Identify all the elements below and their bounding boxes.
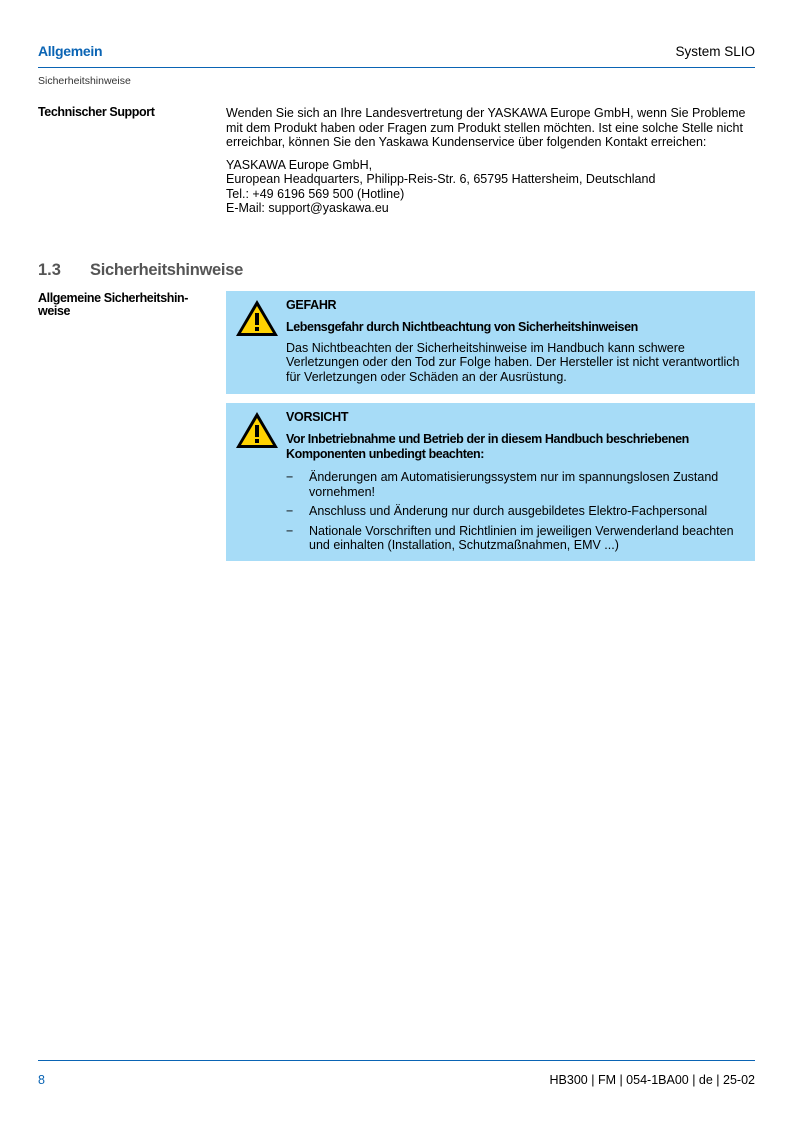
danger-title: GEFAHR	[286, 298, 337, 312]
danger-subtitle: Lebensgefahr durch Nichtbeachtung von Sicherheitshinweisen	[286, 320, 638, 334]
list-item: − Änderungen am Automatisierungssystem nur im spannungslosen Zustand vornehmen!	[286, 470, 719, 499]
product-title: System SLIO	[675, 44, 755, 59]
chapter-title: Allgemein	[38, 43, 103, 59]
section-title: Sicherheitshinweise	[90, 261, 243, 279]
page-number: 8	[38, 1073, 45, 1087]
header-divider	[38, 67, 755, 68]
document-reference: HB300 | FM | 054-1BA00 | de | 25-02	[549, 1073, 755, 1087]
support-address: European Headquarters, Philipp-Reis-Str. 6, 65795 Hattersheim, Deutschland	[226, 172, 656, 186]
warning-triangle-icon	[235, 299, 279, 337]
safety-label	[38, 292, 188, 318]
support-block	[226, 106, 756, 216]
safety-label-line2: weise	[38, 304, 71, 318]
support-email: E-Mail: support@yaskawa.eu	[226, 201, 389, 215]
support-label: Technischer Support	[38, 105, 155, 119]
support-company: YASKAWA Europe GmbH,	[226, 157, 373, 172]
list-item: − Nationale Vorschriften und Richtlinien im jeweiligen Verwenderland beachten und einhalten (Installation, Schutzmaßnahmen, EMV ...)	[286, 523, 734, 552]
caution-box	[226, 403, 755, 561]
warning-triangle-icon	[235, 411, 279, 449]
footer-divider	[38, 1060, 755, 1061]
caution-subtitle: Vor Inbetriebnahme und Betrieb der in diesem Handbuch beschriebenen Komponenten unbedingt beachten:	[286, 432, 689, 461]
danger-box	[226, 291, 755, 394]
caution-list	[286, 470, 745, 553]
support-phone: Tel.: +49 6196 569 500 (Hotline)	[226, 186, 405, 201]
safety-label-line1: Allgemeine Sicherheitshin-	[38, 291, 189, 305]
section-number: 1.3	[38, 261, 61, 279]
danger-text: Das Nichtbeachten der Sicherheitshinweise im Handbuch kann schwere Verletzungen oder den Tod zur Folge haben. Der Hersteller ist nicht verantwortlich für Verletzungen oder Schäden an der Ausrüstung.	[286, 340, 740, 384]
list-item: − Anschluss und Änderung nur durch ausgebildetes Elektro-Fachpersonal	[286, 504, 708, 518]
section-breadcrumb: Sicherheitshinweise	[38, 75, 131, 87]
caution-title: VORSICHT	[286, 410, 349, 424]
support-intro: Wenden Sie sich an Ihre Landesvertretung der YASKAWA Europe GmbH, wenn Sie Probleme mit dem Produkt haben oder Fragen zum Produkt stellen möchten. Ist eine solche Stelle nicht erreichbar, können Sie den Yaskawa Kundenservice über folgenden Kontakt erreichen:	[226, 106, 746, 149]
